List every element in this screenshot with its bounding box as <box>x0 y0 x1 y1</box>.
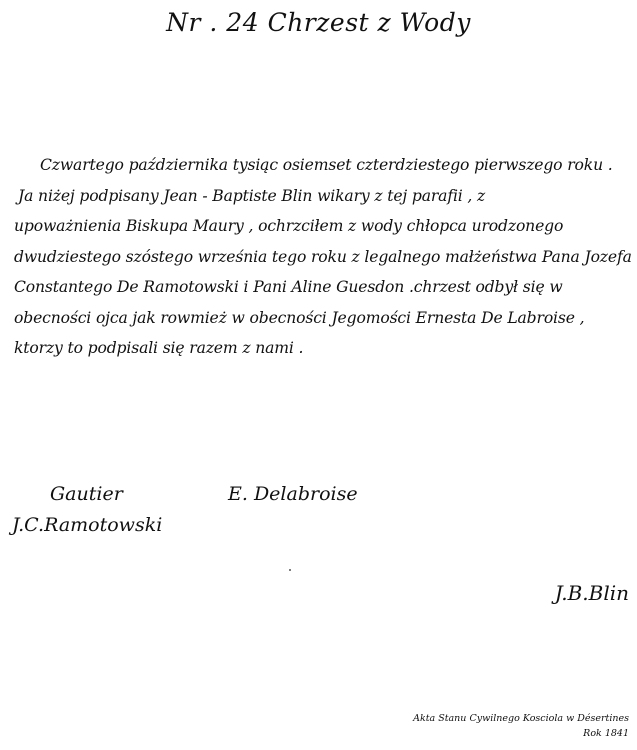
record-title: Nr . 24 Chrzest z Wody <box>166 8 471 37</box>
ink-dot <box>289 569 291 571</box>
body-line: dwudziestego szóstego września tego roku z legalnego małżeństwa Pana Jozefa <box>14 247 632 266</box>
signature-delabroise: E. Delabroise <box>228 483 358 505</box>
footer-source: Akta Stanu Cywilnego Kosciola w Désertines <box>413 713 629 724</box>
body-line: ktorzy to podpisali się razem z nami . <box>14 339 304 357</box>
body-line: Ja niżej podpisany Jean - Baptiste Blin wikary z tej parafii , z <box>18 186 486 205</box>
body-line: Constantego De Ramotowski i Pani Aline Guesdon .chrzest odbył się w <box>14 278 563 296</box>
footer-year: Rok 1841 <box>583 728 629 739</box>
record-body <box>14 150 632 364</box>
body-line: obecności ojca jak rowmież w obecności Jegomości Ernesta De Labroise , <box>14 308 585 327</box>
body-line: Czwartego października tysiąc osiemset czterdziestego pierwszego roku . <box>40 156 613 174</box>
signature-blin: J.B.Blin <box>554 581 629 605</box>
signature-gautier: Gautier <box>50 483 123 505</box>
body-line: upoważnienia Biskupa Maury , ochrzciłem z wody chłopca urodzonego <box>14 217 564 235</box>
signature-ramotowski: J.C.Ramotowski <box>12 514 163 536</box>
